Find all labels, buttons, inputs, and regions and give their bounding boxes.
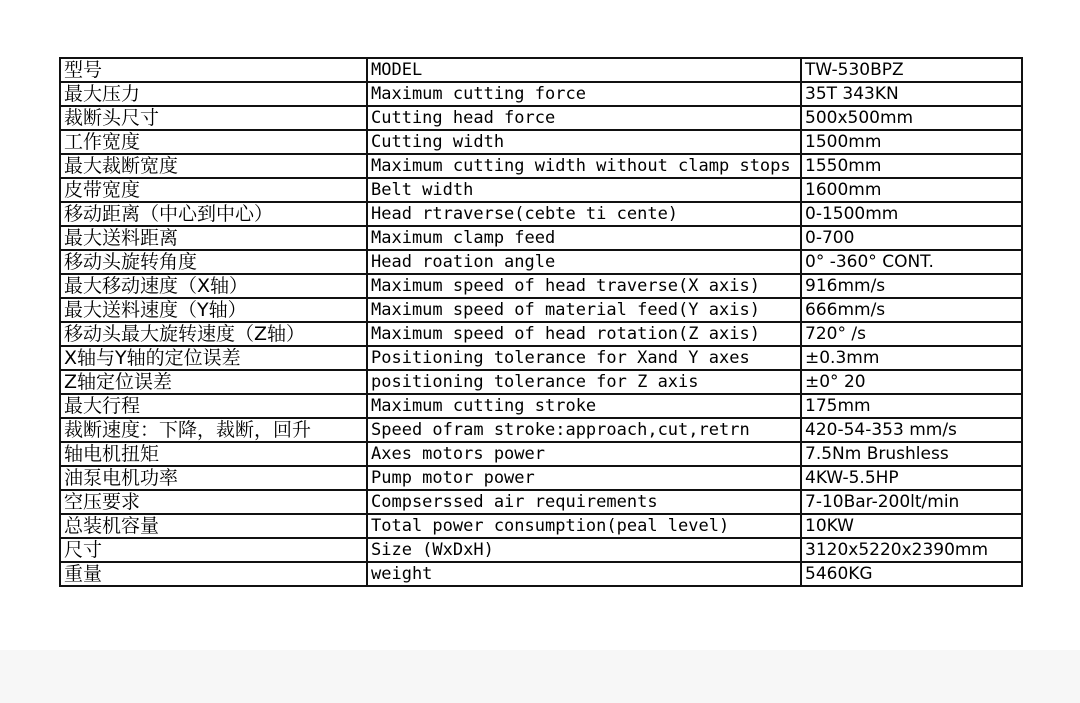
table-row <box>60 562 1022 586</box>
table-row <box>60 442 1022 466</box>
table-row <box>60 322 1022 346</box>
spec-name-en: Maximum speed of material feed(Y axis) <box>367 298 801 322</box>
spec-name-cn: 工作宽度 <box>60 130 367 154</box>
spec-name-cn: 尺寸 <box>60 538 367 562</box>
spec-name-cn: 空压要求 <box>60 490 367 514</box>
bottom-strip <box>0 650 1080 703</box>
spec-value: 35T 343KN <box>801 82 1022 106</box>
spec-value: 1500mm <box>801 130 1022 154</box>
spec-value: 5460KG <box>801 562 1022 586</box>
table-row <box>60 154 1022 178</box>
spec-name-cn: 最大裁断宽度 <box>60 154 367 178</box>
spec-value: 0° -360° CONT. <box>801 250 1022 274</box>
spec-name-en: Maximum cutting stroke <box>367 394 801 418</box>
spec-value: 666mm/s <box>801 298 1022 322</box>
spec-name-cn: Z轴定位误差 <box>60 370 367 394</box>
spec-name-en: Compserssed air requirements <box>367 490 801 514</box>
spec-value: 3120x5220x2390mm <box>801 538 1022 562</box>
table-row <box>60 538 1022 562</box>
table-row <box>60 514 1022 538</box>
spec-name-en: Total power consumption(peal level) <box>367 514 801 538</box>
spec-name-en: MODEL <box>367 58 801 82</box>
spec-value: 175mm <box>801 394 1022 418</box>
spec-name-cn: 移动头旋转角度 <box>60 250 367 274</box>
spec-name-en: Head roation angle <box>367 250 801 274</box>
spec-value: ±0.3mm <box>801 346 1022 370</box>
spec-name-cn: 移动距离（中心到中心） <box>60 202 367 226</box>
table-row <box>60 490 1022 514</box>
table-row <box>60 370 1022 394</box>
spec-value: 1550mm <box>801 154 1022 178</box>
table-row <box>60 178 1022 202</box>
spec-table <box>59 57 1023 587</box>
spec-value: 500x500mm <box>801 106 1022 130</box>
table-row <box>60 130 1022 154</box>
table-row <box>60 226 1022 250</box>
spec-name-cn: 裁断速度：下降，裁断，回升 <box>60 418 367 442</box>
spec-name-en: Maximum cutting width without clamp stops <box>367 154 801 178</box>
spec-value: 7-10Bar-200lt/min <box>801 490 1022 514</box>
spec-name-en: Maximum speed of head traverse(X axis) <box>367 274 801 298</box>
spec-name-cn: 最大行程 <box>60 394 367 418</box>
table-row <box>60 394 1022 418</box>
spec-name-en: Head rtraverse(cebte ti cente) <box>367 202 801 226</box>
spec-name-cn: 型号 <box>60 58 367 82</box>
spec-value: 0-1500mm <box>801 202 1022 226</box>
spec-name-en: Pump motor power <box>367 466 801 490</box>
table-row <box>60 106 1022 130</box>
spec-value: TW-530BPZ <box>801 58 1022 82</box>
spec-name-en: Belt width <box>367 178 801 202</box>
spec-name-cn: X轴与Y轴的定位误差 <box>60 346 367 370</box>
spec-value: 0-700 <box>801 226 1022 250</box>
table-row <box>60 58 1022 82</box>
spec-name-en: positioning tolerance for Z axis <box>367 370 801 394</box>
spec-value: 4KW-5.5HP <box>801 466 1022 490</box>
table-row <box>60 274 1022 298</box>
spec-name-cn: 皮带宽度 <box>60 178 367 202</box>
table-row <box>60 346 1022 370</box>
spec-name-cn: 最大送料距离 <box>60 226 367 250</box>
spec-name-cn: 总装机容量 <box>60 514 367 538</box>
spec-name-cn: 重量 <box>60 562 367 586</box>
spec-value: 916mm/s <box>801 274 1022 298</box>
spec-value: 420-54-353 mm/s <box>801 418 1022 442</box>
table-row <box>60 298 1022 322</box>
table-row <box>60 418 1022 442</box>
spec-name-cn: 油泵电机功率 <box>60 466 367 490</box>
spec-name-en: Positioning tolerance for Xand Y axes <box>367 346 801 370</box>
spec-name-en: Speed ofram stroke:approach,cut,retrn <box>367 418 801 442</box>
spec-name-en: Maximum clamp feed <box>367 226 801 250</box>
spec-name-en: Maximum speed of head rotation(Z axis) <box>367 322 801 346</box>
spec-name-cn: 轴电机扭矩 <box>60 442 367 466</box>
spec-name-en: Cutting width <box>367 130 801 154</box>
spec-name-en: Cutting head force <box>367 106 801 130</box>
spec-name-cn: 裁断头尺寸 <box>60 106 367 130</box>
spec-name-cn: 最大移动速度（X轴） <box>60 274 367 298</box>
spec-name-cn: 最大送料速度（Y轴） <box>60 298 367 322</box>
spec-value: 7.5Nm Brushless <box>801 442 1022 466</box>
spec-value: 10KW <box>801 514 1022 538</box>
spec-table-body <box>60 58 1022 586</box>
table-row <box>60 250 1022 274</box>
spec-value: ±0° 20 <box>801 370 1022 394</box>
spec-name-en: weight <box>367 562 801 586</box>
table-row <box>60 466 1022 490</box>
spec-value: 720° /s <box>801 322 1022 346</box>
spec-name-en: Axes motors power <box>367 442 801 466</box>
spec-value: 1600mm <box>801 178 1022 202</box>
table-row <box>60 82 1022 106</box>
table-row <box>60 202 1022 226</box>
spec-name-en: Size (WxDxH) <box>367 538 801 562</box>
spec-name-cn: 移动头最大旋转速度（Z轴） <box>60 322 367 346</box>
spec-name-cn: 最大压力 <box>60 82 367 106</box>
spec-name-en: Maximum cutting force <box>367 82 801 106</box>
